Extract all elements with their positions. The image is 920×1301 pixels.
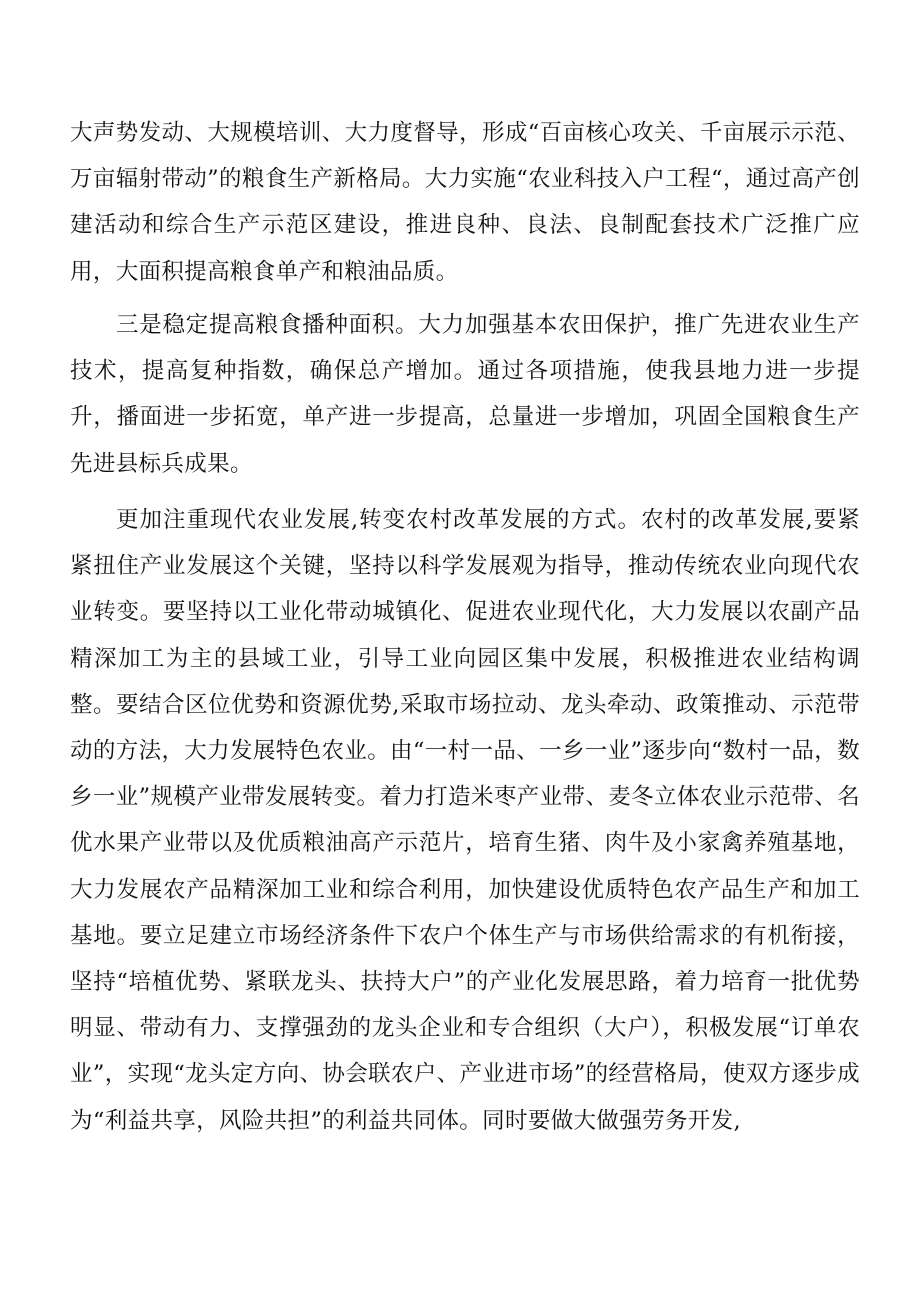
paragraph-3: 更加注重现代农业发展,转变农村改革发展的方式。农村的改革发展,要紧紧扭住产业发展这个关键，坚持以科学发展观为指导，推动传统农业向现代农业转变。要坚持以工业化带动城镇化、促进农业现代化，大力发展以农副产品精深加工为主的县域工业，引导工业向园区集中发展，积极推进农业结构调整。要结合区位优势和资源优势,采取市场拉动、龙头牵动、政策推动、示范带动的方法，大力发展特色农业。由“一村一品、一乡一业”逐步向“数村一品，数乡一业”规模产业带发展转变。着力打造米枣产业带、麦冬立体农业示范带、名优水果产业带以及优质粮油高产示范片，培育生猪、肉牛及小家禽养殖基地，大力发展农产品精深加工业和综合利用，加快建设优质特色农产品生产和加工基地。要立足建立市场经济条件下农户个体生产与市场供给需求的有机衔接，坚持“培植优势、紧联龙头、扶持大户”的产业化发展思路，着力培育一批优势明显、带动有力、支撑强劲的龙头企业和专合组织（大户），积极发展“订单农业”，实现“龙头定方向、协会联农户、产业进市场”的经营格局，使双方逐步成为“利益共享，风险共担”的利益共同体。同时要做大做强劳务开发,: [70, 507, 860, 1134]
paragraph-1: 大声势发动、大规模培训、大力度督导，形成“百亩核心攻关、千亩展示示范、万亩辐射带动”的粮食生产新格局。大力实施“农业科技入户工程“，通过高产创建活动和综合生产示范区建设，推进良种、良法、良制配套技术广泛推广应用，大面积提高粮食单产和粮油品质。: [70, 120, 860, 285]
paragraph-2: 三是稳定提高粮食播种面积。大力加强基本农田保护，推广先进农业生产技术，提高复种指数，确保总产增加。通过各项措施，使我县地力进一步提升，播面进一步拓宽，单产进一步提高，总量进一步增加，巩固全国粮食生产先进县标兵成果。: [70, 312, 860, 477]
